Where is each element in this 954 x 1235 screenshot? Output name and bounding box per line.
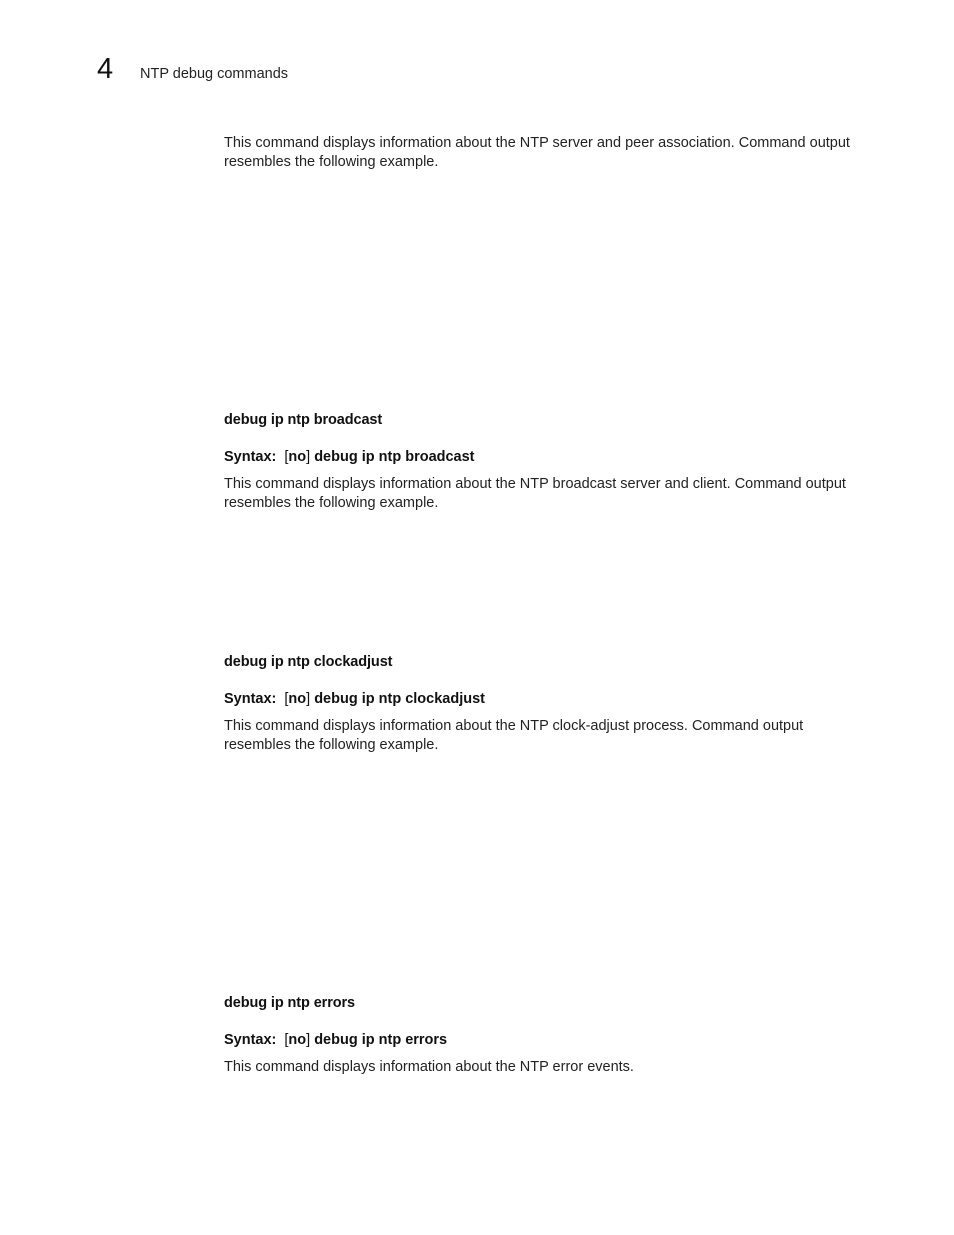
intro-paragraph: This command displays information about the NTP server and peer association. Command output resembles the following example. [224, 135, 850, 170]
syntax-bracket-open: [ [284, 449, 289, 465]
syntax-command: debug ip ntp broadcast [314, 449, 475, 465]
syntax-line-errors [224, 1031, 447, 1049]
chapter-title: NTP debug commands [140, 66, 289, 82]
chapter-number: 4 [97, 53, 114, 85]
syntax-command: debug ip ntp errors [314, 1032, 448, 1048]
syntax-option: no [288, 1032, 307, 1048]
syntax-line-clockadjust [224, 690, 485, 708]
syntax-bracket-open: [ [284, 691, 289, 707]
syntax-bracket-close: ] [306, 449, 311, 465]
command-heading-clockadjust: debug ip ntp clockadjust [224, 654, 393, 670]
command-heading-errors: debug ip ntp errors [224, 995, 356, 1011]
syntax-line-broadcast [224, 448, 475, 466]
syntax-bracket-close: ] [306, 691, 311, 707]
syntax-command: debug ip ntp clockadjust [314, 691, 485, 707]
command-heading-broadcast: debug ip ntp broadcast [224, 412, 383, 428]
syntax-option: no [288, 449, 307, 465]
syntax-label: Syntax: [224, 449, 277, 465]
description-broadcast: This command displays information about the NTP broadcast server and client. Command output resembles the following example. [224, 476, 846, 511]
syntax-label: Syntax: [224, 691, 277, 707]
syntax-label: Syntax: [224, 1032, 277, 1048]
syntax-bracket-open: [ [284, 1032, 289, 1048]
syntax-bracket-close: ] [306, 1032, 311, 1048]
description-clockadjust: This command displays information about the NTP clock-adjust process. Command output resembles the following example. [224, 718, 804, 753]
description-errors: This command displays information about the NTP error events. [224, 1059, 634, 1075]
syntax-option: no [288, 691, 307, 707]
